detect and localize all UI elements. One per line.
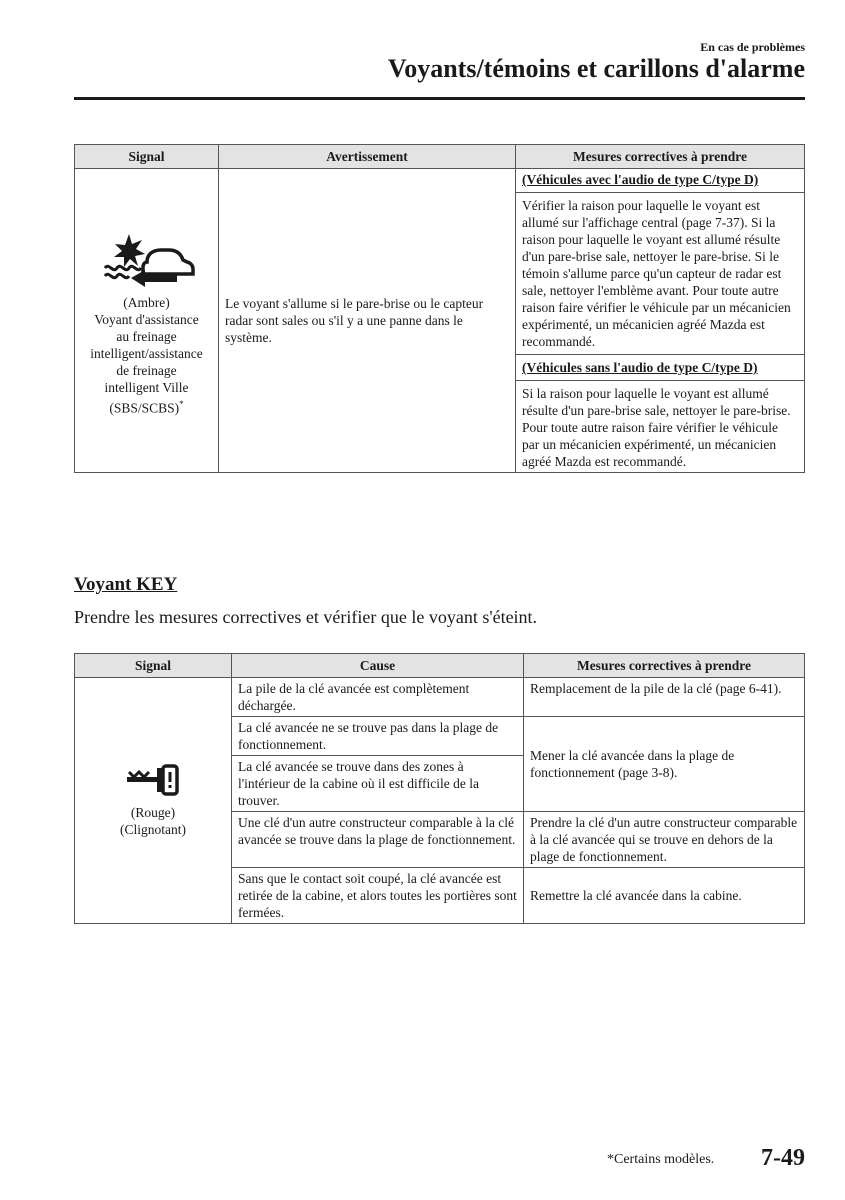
divider [516, 354, 804, 355]
footnote-marker: * [179, 399, 184, 410]
col-header-measures: Mesures correctives à prendre [524, 654, 805, 678]
section-heading-key: Voyant KEY [74, 574, 178, 595]
brake-assist-warning-icon [99, 232, 195, 288]
signal-state-label: (Clignotant) [120, 821, 186, 837]
signal-name-line: au freinage [116, 329, 177, 345]
measures-cell [516, 169, 805, 473]
table-row [75, 678, 805, 717]
cause-cell: La clé avancée se trouve dans des zones à l'intérieur de la cabine où il est difficile de la trouver. [232, 756, 524, 812]
signal-name-abbrev: (SBS/SCBS) [109, 400, 180, 416]
signal-color-label: (Ambre) [123, 295, 170, 311]
no-audio-cd-text: Si la raison pour laquelle le voyant est allumé résulte d'un pare-brise sale, nettoyer le pare-brise. Pour toute autre raison faire vérifier le véhicule par un mécanicien expérimenté, un mécanicien agréé Mazda est recommandé. [522, 386, 791, 469]
col-header-signal: Signal [75, 654, 232, 678]
cause-cell: La pile de la clé avancée est complètement déchargée. [232, 678, 524, 717]
cause-cell: Sans que le contact soit coupé, la clé avancée est retirée de la cabine, et alors toutes les portières sont fermées. [232, 868, 524, 924]
no-audio-cd-heading: (Véhicules sans l'audio de type C/type D) [522, 360, 758, 375]
signal-name-line: intelligent/assistance [90, 346, 203, 362]
signal-cell [75, 169, 219, 473]
divider [516, 380, 804, 381]
measure-cell: Mener la clé avancée dans la plage de fonctionnement (page 3-8). [524, 717, 805, 812]
page-number: 7-49 [761, 1145, 805, 1171]
section-intro: Prendre les mesures correctives et vérifier que le voyant s'éteint. [74, 607, 538, 627]
measure-cell: Remplacement de la pile de la clé (page 6-41). [524, 678, 805, 717]
signal-name-last-line [79, 396, 214, 417]
signal-name-line: intelligent Ville [104, 380, 189, 396]
table-row [75, 169, 805, 473]
measure-cell: Prendre la clé d'un autre constructeur comparable à la clé avancée qui se trouve en dehors de la plage de fonctionnement. [524, 812, 805, 868]
signal-color-label: (Rouge) [130, 804, 176, 820]
col-header-cause: Cause [232, 654, 524, 678]
measure-cell: Remettre la clé avancée dans la cabine. [524, 868, 805, 924]
warning-cell: Le voyant s'allume si le pare-brise ou le capteur radar sont sales ou s'il y a une panne dans le système. [219, 169, 516, 473]
footnote: *Certains modèles. [607, 1152, 715, 1167]
signal-cell [75, 678, 232, 924]
cause-cell: Une clé d'un autre constructeur comparable à la clé avancée se trouve dans la plage de fonctionnement. [232, 812, 524, 868]
key-warning-icon [125, 764, 181, 796]
audio-cd-heading: (Véhicules avec l'audio de type C/type D) [522, 172, 759, 187]
section-label: En cas de problèmes [700, 40, 805, 54]
divider [516, 192, 804, 193]
col-header-signal: Signal [75, 145, 219, 169]
col-header-warning: Avertissement [219, 145, 516, 169]
key-warning-table [74, 653, 805, 924]
header-divider [74, 97, 805, 100]
brake-assist-table [74, 144, 805, 473]
audio-cd-text: Vérifier la raison pour laquelle le voyant est allumé sur l'affichage central (page 7-37). Si la raison pour laquelle le voyant est allumé résulte d'un pare-brise sale, nettoyer le pare-brise. Si le témoin s'allume parce qu'un capteur de radar est sale, nettoyer l'emblème avant. Pour toute autre raison faire vérifier le véhicule par un mécanicien expérimenté, un mécanicien agréé Mazda est recommandé. [522, 198, 791, 349]
cause-cell: La clé avancée ne se trouve pas dans la plage de fonctionnement. [232, 717, 524, 756]
signal-name-line: Voyant d'assistance [94, 312, 199, 328]
col-header-measures: Mesures correctives à prendre [516, 145, 805, 169]
signal-name-line: de freinage [116, 363, 177, 379]
page-title: Voyants/témoins et carillons d'alarme [387, 54, 805, 83]
